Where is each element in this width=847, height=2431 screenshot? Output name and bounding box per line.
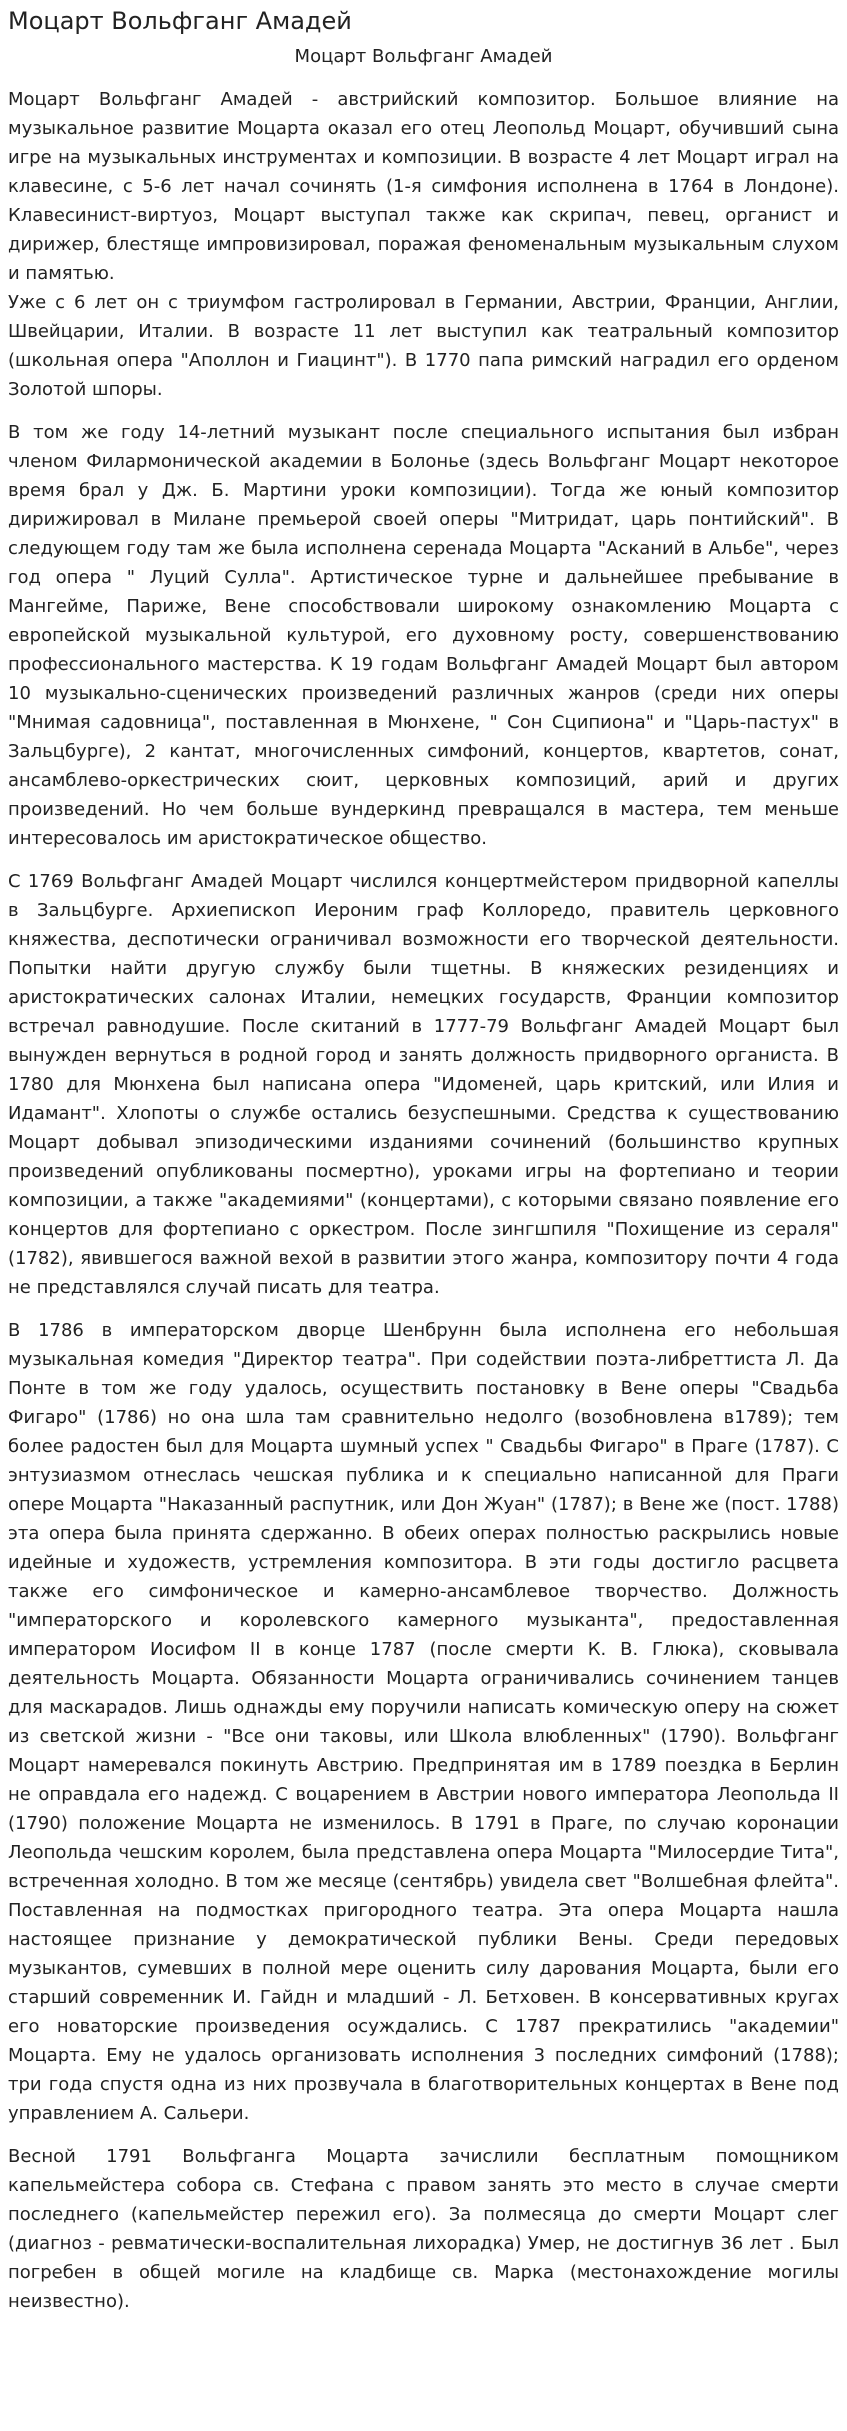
paragraph-salzburg: С 1769 Вольфганг Амадей Моцарт числился концертмейстером придворной капеллы в Зальцбурге. Архиепископ Иероним граф Коллоредо, правитель церковного княжества, деспотически ограничивал возможности его творческой деятельности. Попытки найти другую службу были тщетны. В княжеских резиденциях и аристократических салонах Италии, немецких государств, Франции композитор встречал равнодушие. После скитаний в 1777-79 Вольфганг Амадей Моцарт был вынужден вернуться в родной город и занять должность придворного органиста. В 1780 для Мюнхена был написана опера "Идоменей, царь критский, или Илия и Идамант". Хлопоты о службе остались безуспешными. Средства к существованию Моцарт добывал эпизодическими изданиями сочинений (большинство крупных произведений опубликованы посмертно), уроками игры на фортепиано и теории композиции, а также "академиями" (концертами), с которыми связано появление его концертов для фортепиано с оркестром. После зингшпиля "Похищение из сераля" (1782), явившегося важной вехой в развитии этого жанра, композитору почти 4 года не представлялся случай писать для театра. xyxy=(8,871,839,1298)
page-title: Моцарт Вольфганг Амадей xyxy=(8,7,352,35)
paragraph-bologna: В том же году 14-летний музыкант после специального испытания был избран членом Филармонической академии в Болонье (здесь Вольфганг Моцарт некоторое время брал у Дж. Б. Мартини уроки композиции). Тогда же юный композитор дирижировал в Милане премьерой своей оперы "Митридат, царь понтийский". В следующем году там же была исполнена серенада Моцарта "Асканий в Альбе", через год опера " Луций Сулла". Артистическое турне и дальнейшее пребывание в Мангейме, Париже, Вене способствовали широкому ознакомлению Моцарта с европейской музыкальной культурой, его духовному росту, совершенствованию профессионального мастерства. К 19 годам Вольфганг Амадей Моцарт был автором 10 музыкально-сценических произведений различных жанров (среди них оперы "Мнимая садовница", поставленная в Мюнхене, " Сон Сципиона" и "Царь-пастух" в Зальцбурге), 2 кантат, многочисленных симфоний, концертов, квартетов, сонат, ансамблево-оркестрических сюит, церковных композиций, арий и других произведений. Но чем больше вундеркинд превращался в мастера, тем меньше интересовалось им аристократическое общество. xyxy=(8,422,839,849)
paragraph-final-years: Весной 1791 Вольфганга Моцарта зачислили бесплатным помощником капельмейстера собора св. Стефана с правом занять это место в случае смерти последнего (капельмейстер пережил его). За полмесяца до смерти Моцарт слег (диагноз - ревматически-воспалительная лихорадка) Умер, не достигнув 36 лет . Был погребен в общей могиле на кладбище св. Марка (местонахождение могилы неизвестно). xyxy=(8,2146,839,2312)
paragraph-vienna: В 1786 в императорском дворце Шенбрунн была исполнена его небольшая музыкальная комедия "Директор театра". При содействии поэта-либреттиста Л. Да Понте в том же году удалось, осуществить постановку в Вене оперы "Свадьба Фигаро" (1786) но она шла там сравнительно недолго (возобновлена в1789); тем более радостен был для Моцарта шумный успех " Свадьбы Фигаро" в Праге (1787). С энтузиазмом отнеслась чешская публика и к специально написанной для Праги опере Моцарта "Наказанный распутник, или Дон Жуан" (1787); в Вене же (пост. 1788) эта опера была принята сдержанно. В обеих операх полностью раскрылись новые идейные и художеств, устремления композитора. В эти годы достигло расцвета также его симфоническое и камерно-ансамблевое творчество. Должность "императорского и королевского камерного музыканта", предоставленная императором Иосифом II в конце 1787 (после смерти К. В. Глюка), сковывала деятельность Моцарта. Обязанности Моцарта ограничивались сочинением танцев для маскарадов. Лишь однажды ему поручили написать комическую оперу на сюжет из светской жизни - "Все они таковы, или Школа влюбленных" (1790). Вольфганг Моцарт намеревался покинуть Австрию. Предпринятая им в 1789 поездка в Берлин не оправдала его надежд. С воцарением в Австрии нового императора Леопольда II (1790) положение Моцарта не изменилось. В 1791 в Праге, по случаю коронации Леопольда чешским королем, была представлена опера Моцарта "Милосердие Тита", встреченная холодно. В том же месяце (сентябрь) увидела свет "Волшебная флейта". Поставленная на подмостках пригородного театра. Эта опера Моцарта нашла настоящее признание у демократической публики Вены. Среди передовых музыкантов, сумевших в полной мере оценить силу дарования Моцарта, были его старший современник И. Гайдн и младший - Л. Бетховен. В консервативных кругах его новаторские произведения осуждались. С 1787 прекратились "академии" Моцарта. Ему не удалось организовать исполнения 3 последних симфоний (1788); три года спустя одна из них прозвучала в благотворительных концертах в Вене под управлением А. Сальери. xyxy=(8,1320,839,2124)
paragraph-intro: Моцарт Вольфганг Амадей - австрийский композитор. Большое влияние на музыкальное развитие Моцарта оказал его отец Леопольд Моцарт, обучивший сына игре на музыкальных инструментах и композиции. В возрасте 4 лет Моцарт играл на клавесине, с 5-6 лет начал сочинять (1-я симфония исполнена в 1764 в Лондоне). Клавесинист-виртуоз, Моцарт выступал также как скрипач, певец, органист и дирижер, блестяще импровизировал, поражая феноменальным музыкальным слухом и памятью. xyxy=(8,89,839,284)
article-body xyxy=(8,85,839,2316)
paragraph-tours: Уже с 6 лет он с триумфом гастролировал в Германии, Австрии, Франции, Англии, Швейцарии, Италии. В возрасте 11 лет выступил как театральный композитор (школьная опера "Аполлон и Гиацинт"). В 1770 папа римский наградил его орденом Золотой шпоры. xyxy=(8,292,839,400)
article-subtitle: Моцарт Вольфганг Амадей xyxy=(294,46,553,67)
